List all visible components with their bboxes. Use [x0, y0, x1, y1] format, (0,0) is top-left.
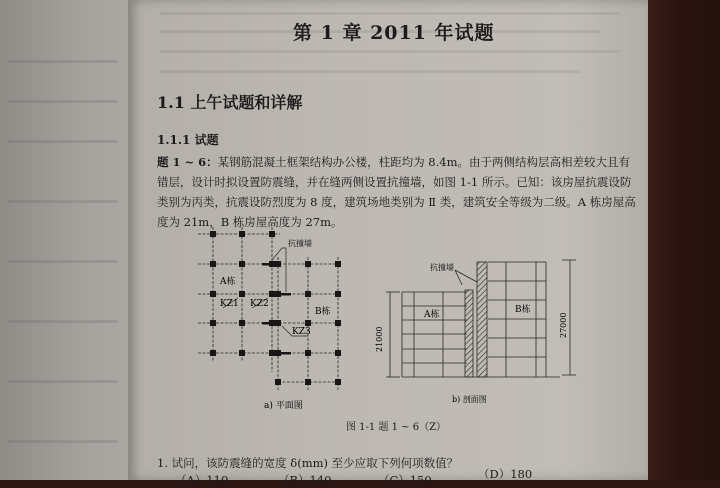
plan-building-b: B栋: [315, 307, 331, 317]
option-b: （B）140: [278, 473, 332, 487]
question-text: 1. 试问，该防震缝的宽度 δ(mm) 至少应取下列何项数值？: [157, 456, 459, 470]
plan-view-figure: [190, 222, 365, 412]
section-view-figure: [360, 240, 600, 410]
section-building-a: A栋: [424, 310, 440, 320]
problem-label: 题 1 ~ 6：: [157, 155, 218, 169]
section-wall-label: 抗撞墙: [430, 263, 454, 272]
dark-background: [648, 0, 720, 480]
option-c: （C）150: [378, 473, 432, 487]
option-d: （D）180: [478, 467, 533, 481]
subsection-title: 1.1.1 试题: [157, 133, 219, 147]
section-title: 1.1 上午试题和详解: [157, 93, 303, 112]
chapter-title: 第 1 章 2011 年试题: [293, 22, 495, 44]
option-a: （A）110: [175, 473, 229, 487]
plan-kz1: KZ1: [220, 299, 239, 309]
plan-kz2: KZ2: [250, 299, 269, 309]
section-building-b: B栋: [515, 305, 531, 315]
plan-kz3: KZ3: [292, 327, 311, 337]
plan-building-a: A栋: [220, 277, 236, 287]
plan-caption: a) 平面图: [264, 401, 303, 411]
section-height-a: 21000: [375, 326, 384, 352]
figure-caption: 图 1-1 题 1 ~ 6（Z）: [346, 422, 447, 433]
section-wall-a: [465, 290, 473, 377]
left-page: [0, 0, 130, 480]
section-height-b: 27000: [559, 312, 568, 338]
section-caption: b) 剖面图: [452, 395, 487, 404]
problem-text: 某钢筋混凝土框架结构办公楼，柱距均为 8.4m。由于两侧结构层高相差较大且有错层，设计时拟设置防震缝，并在缝两侧设置抗撞墙，如图 1-1 所示。已知：该房屋抗震设防类别为丙类，抗震设防烈度为 8 度，建筑场地类别为 Ⅱ 类，建筑安全等级为二级。A 栋房屋高度为 21m，B 栋房屋高度为 27m。: [157, 155, 636, 229]
section-wall-b: [477, 262, 487, 377]
plan-wall-label: 抗撞墙: [288, 239, 312, 248]
problem-paragraph: [157, 152, 637, 232]
